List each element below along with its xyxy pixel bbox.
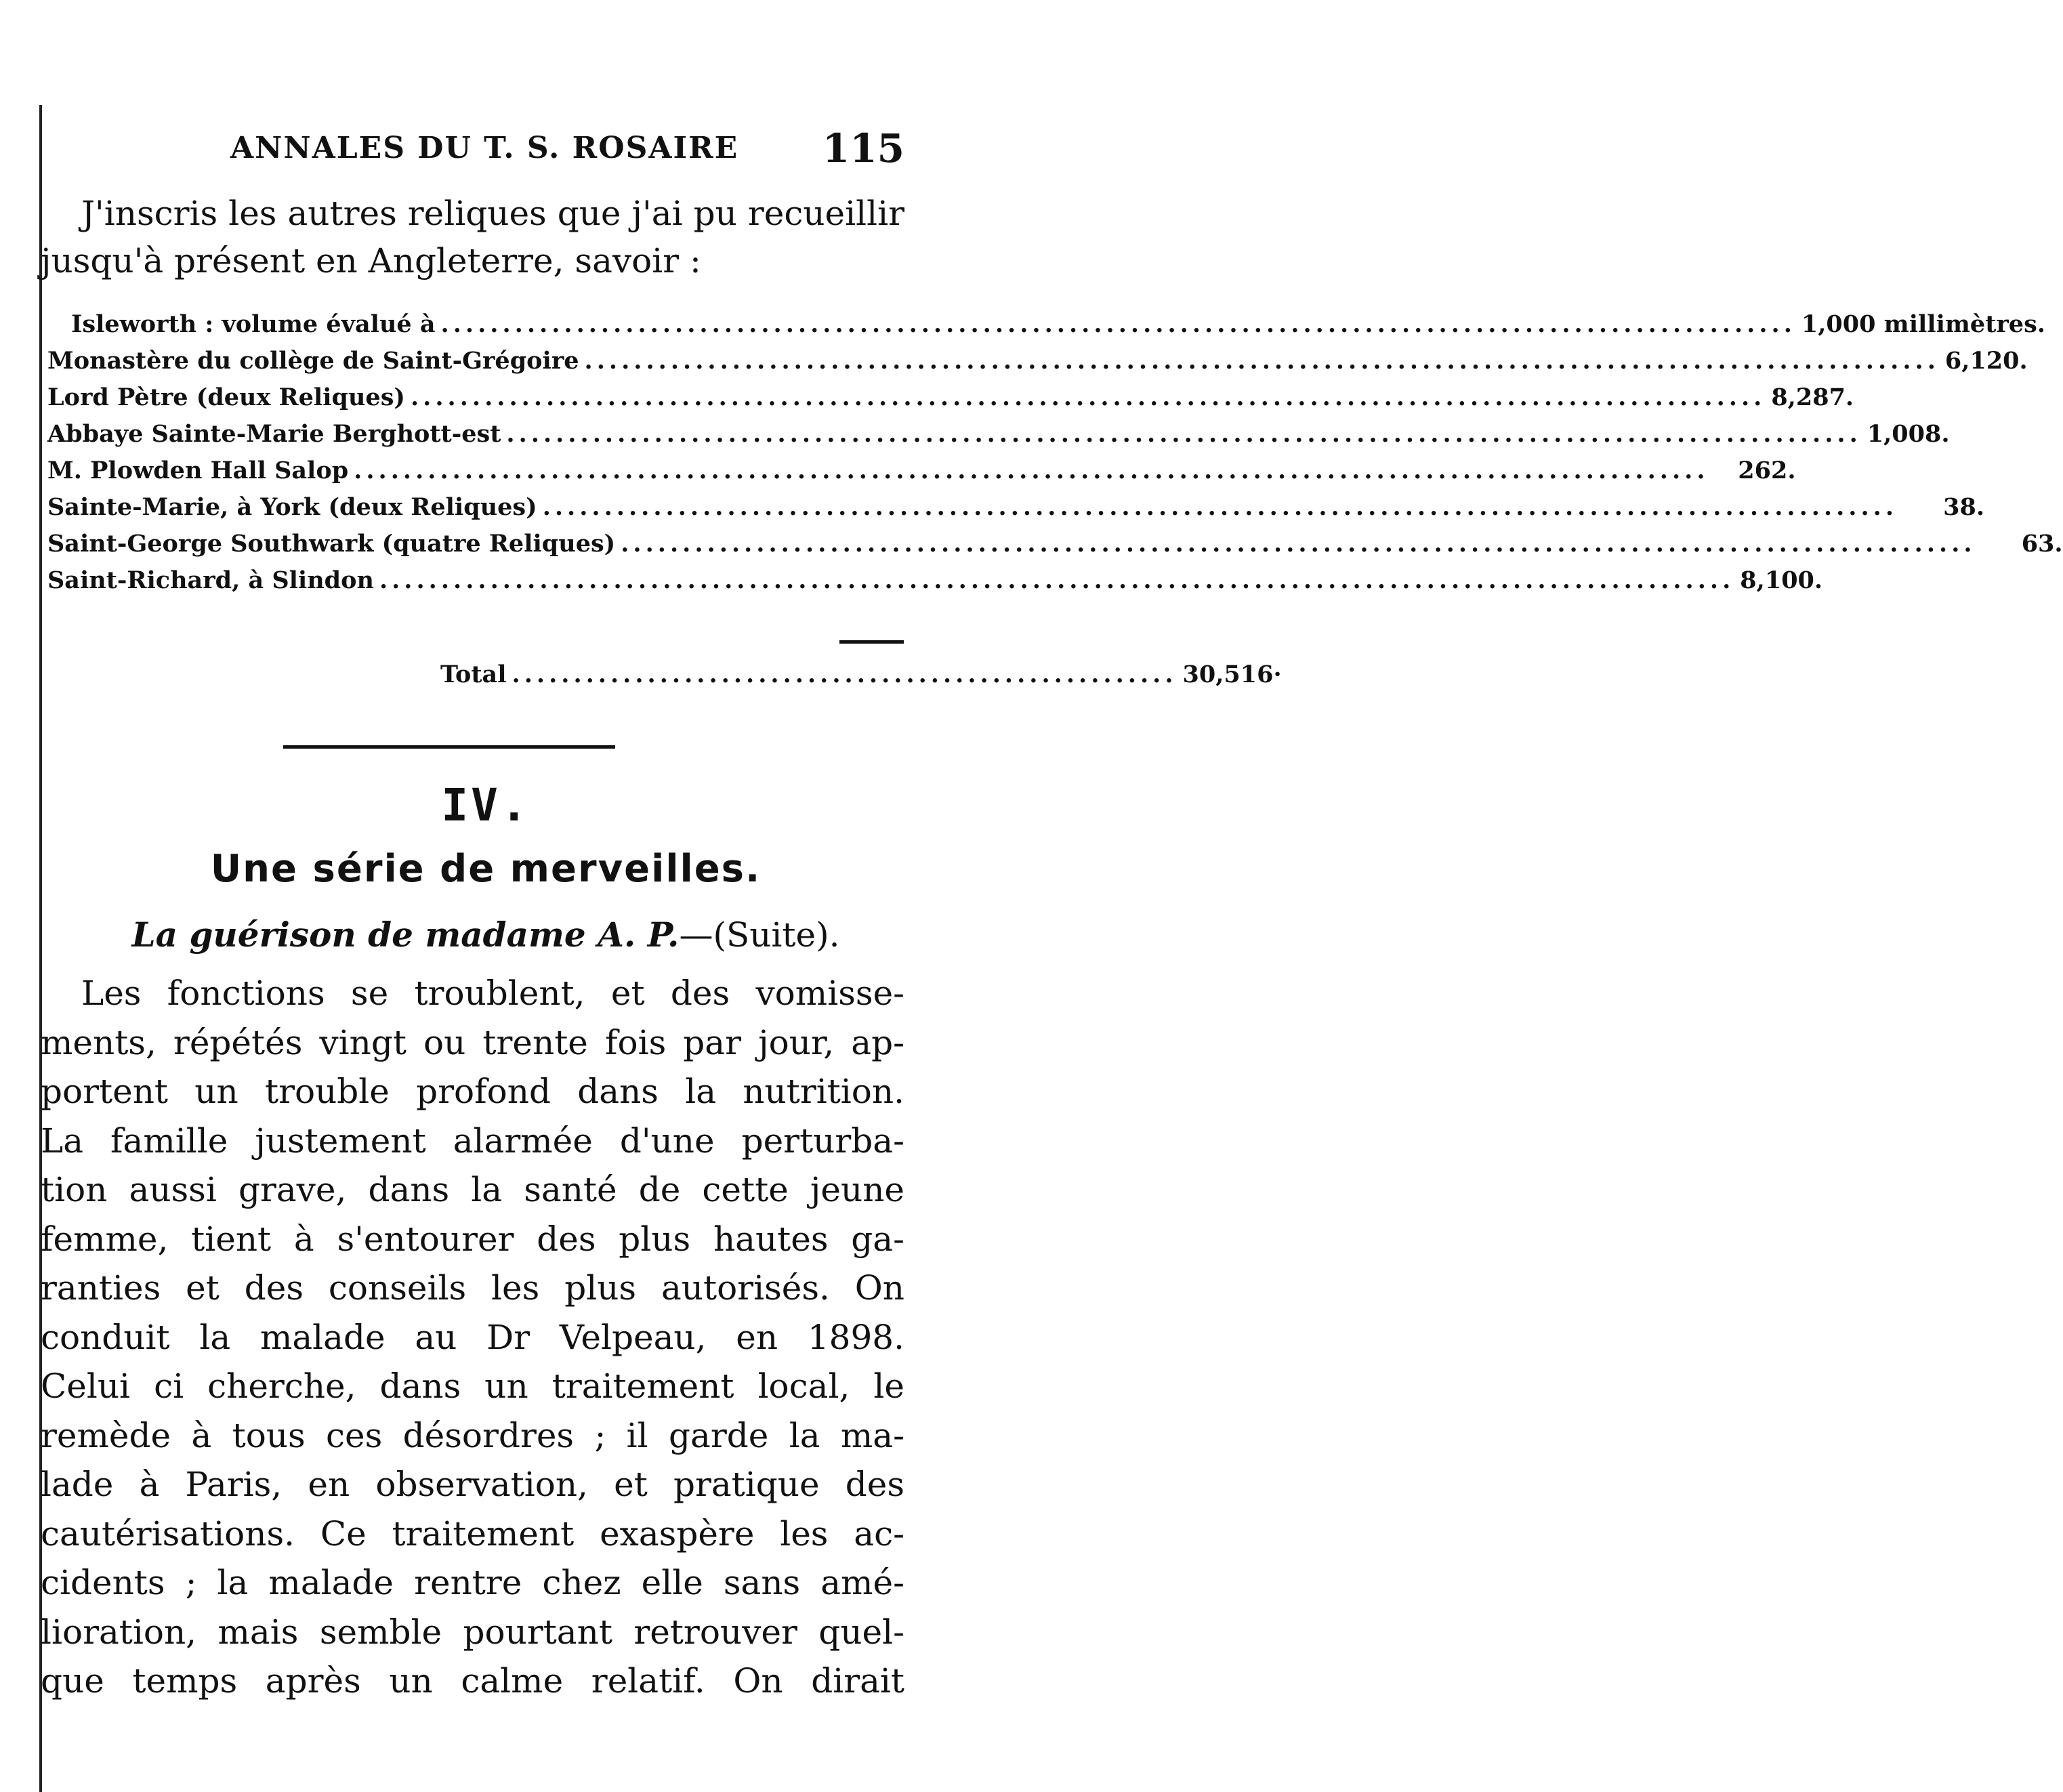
- subtitle-italic: La guérison de madame A. P.: [131, 915, 680, 955]
- body-line: ranties et des conseils les plus autorisés. On: [41, 1268, 904, 1308]
- relic-name: Abbaye Sainte-Marie Berghott-est: [47, 420, 501, 448]
- intro-text: J'inscris les autres reliques que j'ai pu recueillir jusqu'à présent en Angleterre, savoir :: [41, 194, 904, 280]
- body-line: cidents ; la malade rentre chez elle sans amé-: [41, 1563, 904, 1602]
- relic-value: 38.: [1943, 493, 1985, 521]
- subtitle-rest: —(Suite).: [679, 915, 840, 955]
- dot-leader: ..............................................................................................................: [354, 457, 1709, 484]
- intro-paragraph: [41, 190, 904, 285]
- body-line: Les fonctions se troublent, et des vomisse-: [81, 974, 904, 1013]
- dot-leader: ..............................................................................................................: [379, 566, 1735, 594]
- total-value: 30,516·: [1182, 661, 1282, 688]
- body-line: remède à tous ces désordres ; il garde la ma-: [41, 1415, 904, 1455]
- relic-value: 1,000 millimètres.: [1801, 310, 2045, 338]
- relic-value: 63.: [2021, 530, 2063, 558]
- relic-row: [41, 558, 1823, 594]
- body-line: cautérisations. Ce traitement exaspère les ac-: [41, 1514, 904, 1554]
- total-rule: [839, 640, 904, 644]
- relic-row: [41, 411, 1950, 448]
- relic-name: Saint-Richard, à Slindon: [47, 566, 374, 594]
- page-header: [41, 125, 904, 173]
- dot-leader: ..............................................................................................................: [506, 420, 1862, 448]
- section-title: Une série de merveilles.: [210, 847, 762, 891]
- dot-leader: ..............................................................................................................: [440, 310, 1796, 338]
- relic-name: Isleworth : volume évalué à: [71, 310, 436, 338]
- section-separator: [283, 745, 615, 749]
- relic-row: [41, 521, 2063, 558]
- body-line: lade à Paris, en observation, et pratique des: [41, 1465, 904, 1504]
- body-line: conduit la malade au Dr Velpeau, en 1898.: [41, 1317, 904, 1357]
- section-subtitle: [0, 915, 972, 955]
- relic-name: Monastère du collège de Saint-Grégoire: [47, 347, 579, 375]
- relic-row: [41, 338, 2028, 375]
- relic-value: 8,287.: [1771, 383, 1854, 411]
- relic-value: 1,008.: [1867, 420, 1950, 448]
- body-line: Celui ci cherche, dans un traitement local, le: [41, 1367, 904, 1406]
- section-number: IV.: [441, 779, 530, 831]
- dot-leader: ..............................................................................................................: [410, 383, 1766, 411]
- dot-leader: ..............................................................................................................: [621, 530, 1976, 558]
- dot-leader: ......................................................: [512, 661, 1178, 688]
- body-line: La famille justement alarmée d'une perturba-: [41, 1121, 904, 1161]
- relic-name: M. Plowden Hall Salop: [47, 457, 349, 484]
- body-line: portent un trouble profond dans la nutrition.: [41, 1072, 904, 1111]
- relic-row: [41, 484, 1985, 521]
- relics-list: [41, 301, 2063, 594]
- dot-leader: ..............................................................................................................: [584, 347, 1940, 375]
- relic-name: Lord Pètre (deux Reliques): [47, 383, 405, 411]
- body-line: ments, répétés vingt ou trente fois par jour, ap-: [41, 1022, 904, 1062]
- body-line: femme, tient à s'entourer des plus hautes ga-: [41, 1219, 904, 1259]
- relic-value: 8,100.: [1740, 566, 1823, 594]
- relic-row: [41, 375, 1854, 411]
- relic-value: 262.: [1738, 457, 1796, 484]
- relic-row: [41, 301, 2045, 338]
- relic-name: Saint-George Southwark (quatre Reliques): [47, 530, 616, 558]
- page-number: 115: [822, 125, 904, 171]
- total-row: [434, 661, 1282, 688]
- relic-name: Sainte-Marie, à York (deux Reliques): [47, 493, 537, 521]
- body-line: tion aussi grave, dans la santé de cette jeune: [41, 1170, 904, 1209]
- body-line: lioration, mais semble pourtant retrouver quel-: [41, 1612, 904, 1652]
- relic-value: 6,120.: [1944, 347, 2028, 375]
- body-paragraph: [41, 969, 904, 1706]
- dot-leader: ..............................................................................................................: [542, 493, 1898, 521]
- total-label: Total: [440, 661, 507, 688]
- body-line: que temps après un calme relatif. On dirait: [41, 1661, 904, 1701]
- running-title: ANNALES DU T. S. ROSAIRE: [230, 131, 739, 165]
- relic-row: [41, 448, 1796, 484]
